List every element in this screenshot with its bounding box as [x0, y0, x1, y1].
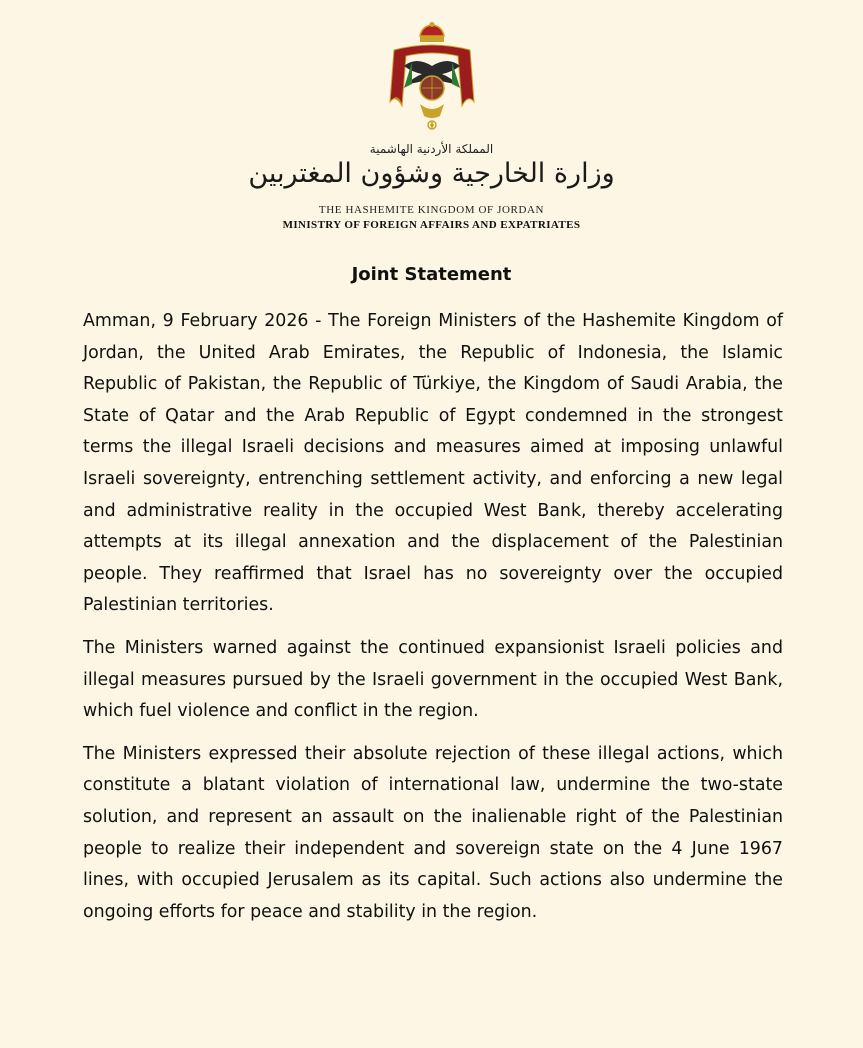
arabic-kingdom-name: المملكة الأردنية الهاشمية: [369, 142, 494, 156]
statement-body: [83, 306, 783, 939]
jordan-coat-of-arms-icon: [382, 22, 482, 134]
arabic-ministry-name: وزارة الخارجية وشؤون المغتربين: [248, 158, 615, 189]
kingdom-name: THE HASHEMITE KINGDOM OF JORDAN: [318, 204, 545, 216]
paragraph-2: The Ministers warned against the continued expansionist Israeli policies and illegal measures pursued by the Israeli government in the occupied West Bank, which fuel violence and conflict in the region.: [83, 637, 783, 722]
letterhead: [0, 22, 863, 231]
paragraph-1: Amman, 9 February 2026 - The Foreign Ministers of the Hashemite Kingdom of Jordan, the United Arab Emirates, the Republic of Indonesia, the Islamic Republic of Pakistan, the Republic of Türkiye, the Kingdom of Saudi Arabia, the State of Qatar and the Arab Republic of Egypt condemned in the strongest terms the illegal Israeli decisions and measures aimed at imposing unlawful Israeli sovereignty, entrenching settlement activity, and enforcing a new legal and administrative reality in the occupied West Bank, thereby accelerating attempts at its illegal annexation and the displacement of the Palestinian people. They reaffirmed that Israel has no sovereignty over the occupied Palestinian territories.: [83, 311, 783, 616]
ministry-name: MINISTRY OF FOREIGN AFFAIRS AND EXPATRIATES: [282, 219, 581, 231]
document-title: Joint Statement: [351, 264, 512, 285]
paragraph-3: The Ministers expressed their absolute rejection of these illegal actions, which constitute a blatant violation of international law, undermine the two-state solution, and represent an assault on the inalienable right of the Palestinian people to realize their independent and sovereign state on the 4 June 1967 lines, with occupied Jerusalem as its capital. Such actions also undermine the ongoing efforts for peace and stability in the region.: [83, 743, 783, 922]
